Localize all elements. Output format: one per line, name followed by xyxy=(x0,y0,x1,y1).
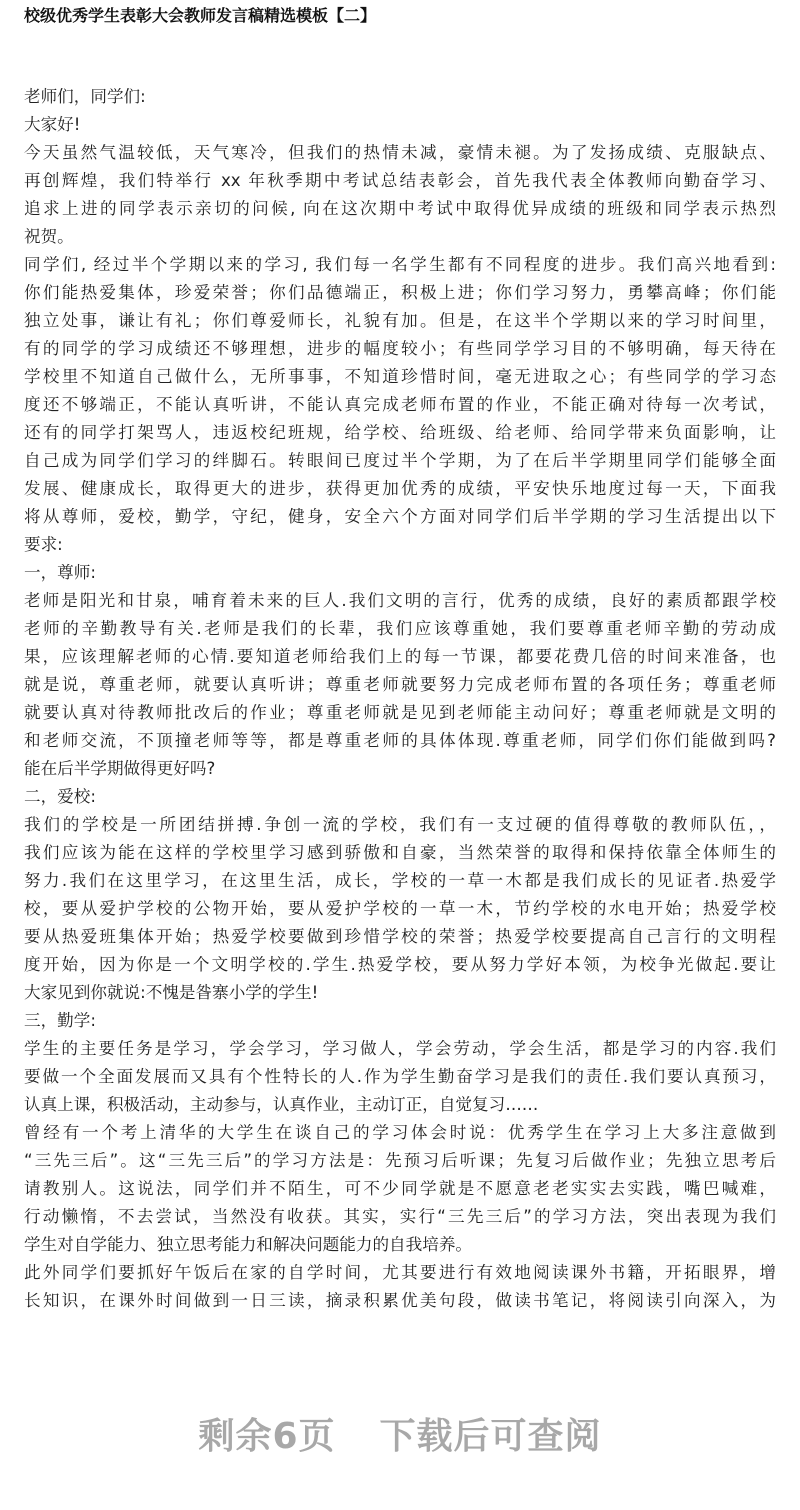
paragraph-line: 老师们，同学们: xyxy=(24,87,146,106)
paragraph-line: 学生对自学能力、独立思考能力和解决问题能力的自我培养。 xyxy=(24,1235,473,1254)
paragraph-line: 有的同学的学习成绩还不够理想，进步的幅度较小；有些同学学习目的不够明确，每天待在 xyxy=(24,339,776,358)
remaining-pages-label: 剩余6页 xyxy=(198,1416,336,1457)
paragraph-line: 大家好! xyxy=(24,115,81,134)
download-to-view-label[interactable]: 下载后可查阅 xyxy=(379,1416,602,1457)
paragraph-line: 能在后半学期做得更好吗? xyxy=(24,759,216,778)
paragraph-line: 就要认真对待教师批改后的作业；尊重老师就是见到老师能主动问好；尊重老师就是文明的 xyxy=(24,703,776,722)
paragraph-line: 大家见到你就说:不愧是昝寨小学的学生! xyxy=(24,983,319,1002)
paragraph-line: 一，尊师: xyxy=(24,563,96,582)
paragraph-line: 老师是阳光和甘泉，哺育着未来的巨人.我们文明的言行，优秀的成绩，良好的素质都跟学校 xyxy=(24,591,776,610)
paragraph-line: 追求上进的同学表示亲切的问候, 向在这次期中考试中取得优异成绩的班级和同学表示热烈 xyxy=(24,199,776,218)
paragraph-line: 要求: xyxy=(24,535,63,554)
paragraph-line: 长知识，在课外时间做到一日三读，摘录积累优美句段，做读书笔记，将阅读引向深入，为 xyxy=(24,1291,776,1310)
paragraph-line: 度开始，因为你是一个文明学校的.学生.热爱学校，要从努力学好本领，为校争光做起.要让 xyxy=(24,955,776,974)
paragraph-line: 努力.我们在这里学习，在这里生活，成长，学校的一草一木都是我们成长的见证者.热爱学 xyxy=(24,871,776,890)
paragraph-line: 学生的主要任务是学习，学会学习，学习做人，学会劳动，学会生活，都是学习的内容.我们 xyxy=(24,1039,776,1058)
paragraph-line: 将从尊师，爱校，勤学，守纪，健身，安全六个方面对同学们后半学期的学习生活提出以下 xyxy=(24,507,776,526)
paragraph-line: 学校里不知道自己做什么，无所事事，不知道珍惜时间，毫无进取之心；有些同学的学习态 xyxy=(24,367,776,386)
paragraph-line: 行动懒惰，不去尝试，当然没有收获。其实，实行“三先三后”的学习方法，突出表现为我们 xyxy=(24,1207,776,1226)
paragraph-line: 校，要从爱护学校的公物开始，要从爱护学校的一草一木，节约学校的水电开始；热爱学校 xyxy=(24,899,776,918)
paragraph-line: 认真上课，积极活动，主动参与，认真作业，主动订正，自觉复习…… xyxy=(24,1095,539,1114)
paragraph-line: 和老师交流，不顶撞老师等等，都是尊重老师的具体体现.尊重老师，同学们你们能做到吗? xyxy=(24,731,776,750)
document-body xyxy=(24,83,776,1315)
paragraph-line: 我们应该为能在这样的学校里学习感到骄傲和自豪，当然荣誉的取得和保持依靠全体师生的 xyxy=(24,843,776,862)
paragraph-line: 你们能热爱集体，珍爱荣誉；你们品德端正，积极上进；你们学习努力，勇攀高峰；你们能 xyxy=(24,283,776,302)
paragraph-line: 二，爱校: xyxy=(24,787,96,806)
paragraph-line: 自己成为同学们学习的绊脚石。转眼间已度过半个学期，为了在后半学期里同学们能够全面 xyxy=(24,451,776,470)
paragraph-line: 曾经有一个考上清华的大学生在谈自己的学习体会时说：优秀学生在学习上大多注意做到 xyxy=(24,1123,776,1142)
paragraph-line: “三先三后”。这“三先三后”的学习方法是：先预习后听课；先复习后做作业；先独立思考后 xyxy=(24,1151,776,1170)
paragraph-line: 今天虽然气温较低，天气寒冷，但我们的热情未减，豪情未褪。为了发扬成绩、克服缺点、 xyxy=(24,143,776,162)
paragraph-line: 此外同学们要抓好午饭后在家的自学时间，尤其要进行有效地阅读课外书籍，开拓眼界，增 xyxy=(24,1263,776,1282)
paragraph-line: 还有的同学打架骂人，违返校纪班规，给学校、给班级、给老师、给同学带来负面影响，让 xyxy=(24,423,776,442)
paragraph-line: 要从热爱班集体开始；热爱学校要做到珍惜学校的荣誉；热爱学校要提高自己言行的文明程 xyxy=(24,927,776,946)
paragraph-line: 果，应该理解老师的心情.要知道老师给我们上的每一节课，都要花费几倍的时间来准备，也 xyxy=(24,647,776,666)
paragraph-line: 就是说，尊重老师，就要认真听讲；尊重老师就要努力完成老师布置的各项任务；尊重老师 xyxy=(24,675,776,694)
paragraph-line: 三，勤学: xyxy=(24,1011,96,1030)
paragraph-line: 再创辉煌，我们特举行 xx 年秋季期中考试总结表彰会，首先我代表全体教师向勤奋学习、 xyxy=(24,171,776,190)
paragraph-line: 独立处事，谦让有礼；你们尊爱师长，礼貌有加。但是，在这半个学期以来的学习时间里， xyxy=(24,311,776,330)
paragraph-line: 同学们, 经过半个学期以来的学习, 我们每一名学生都有不同程度的进步。我们高兴地看到: xyxy=(24,255,776,274)
download-prompt[interactable] xyxy=(0,1408,800,1459)
paragraph-line: 祝贺。 xyxy=(24,227,74,246)
document-title: 校级优秀学生表彰大会教师发言稿精选模板【二】 xyxy=(24,6,377,25)
paragraph-line: 度还不够端正，不能认真听讲，不能认真完成老师布置的作业，不能正确对待每一次考试， xyxy=(24,395,776,414)
paragraph-line: 老师的辛勤教导有关.老师是我们的长辈，我们应该尊重她，我们要尊重老师辛勤的劳动成 xyxy=(24,619,776,638)
paragraph-line: 我们的学校是一所团结拼搏.争创一流的学校，我们有一支过硬的值得尊敬的教师队伍，， xyxy=(24,815,776,834)
paragraph-line: 要做一个全面发展而又具有个性特长的人.作为学生勤奋学习是我们的责任.我们要认真预习， xyxy=(24,1067,776,1086)
paragraph-line: 请教别人。这说法，同学们并不陌生，可不少同学就是不愿意老老实实去实践，嘴巴喊难， xyxy=(24,1179,776,1198)
paragraph-line: 发展、健康成长，取得更大的进步，获得更加优秀的成绩，平安快乐地度过每一天，下面我 xyxy=(24,479,776,498)
